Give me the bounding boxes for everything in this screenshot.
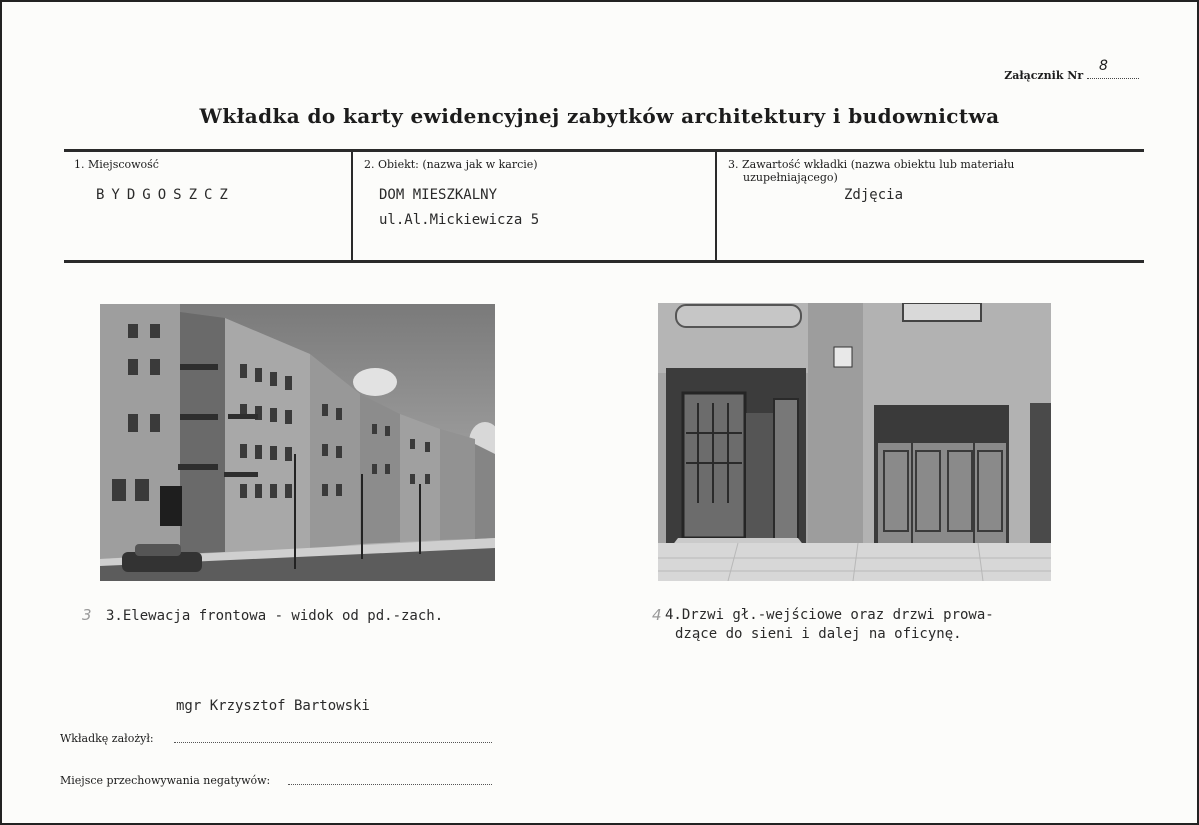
created-by-label: Wkładkę założył: [60,732,154,745]
negatives-label: Miejsce przechowywania negatywów: [60,774,271,787]
annex-number [1004,58,1139,82]
photo-doors [658,303,1051,581]
content-label-line2: uzupełniającego) [743,171,838,184]
annex-number-value: 8 [1099,58,1108,74]
header-rule-top [64,149,1144,152]
negatives-line [288,783,492,785]
object-name: DOM MIESZKALNY [379,187,498,203]
photo-2-caption-line1: 4.Drzwi gł.-wejściowe oraz drzwi prowa- [665,607,994,623]
photo-1-caption: 3.Elewacja frontowa - widok od pd.-zach. [106,608,444,624]
photo-doors-image [658,303,1051,581]
photo-2-pencil-number: 4 [652,606,662,624]
photo-facade [100,304,495,581]
created-by-line [174,741,492,743]
header-divider-2 [715,152,717,260]
annex-number-field [1087,58,1139,79]
annex-label: Załącznik Nr [1004,69,1084,82]
page-title: Wkładka do karty ewidencyjnej zabytków architektury i budownictwa [199,104,1000,128]
object-address: ul.Al.Mickiewicza 5 [379,212,540,228]
header-divider-1 [351,152,353,260]
photo-1-pencil-number: 3 [82,606,92,624]
place-label: 1. Miejscowość [74,158,159,171]
object-label: 2. Obiekt: (nazwa jak w karcie) [364,158,538,171]
content-label-line1: 3. Zawartość wkładki (nazwa obiektu lub materiału [728,158,1015,171]
place-value: BYDGOSZCZ [96,187,235,203]
photo-facade-image [100,304,495,581]
content-label [728,158,1014,184]
photo-2-caption-line2: dzące do sieni i dalej na oficynę. [675,626,962,642]
header-rule-bottom [64,260,1144,263]
author-name: mgr Krzysztof Bartowski [176,698,370,714]
content-value: Zdjęcia [844,187,904,203]
photo-2-caption [665,606,994,644]
